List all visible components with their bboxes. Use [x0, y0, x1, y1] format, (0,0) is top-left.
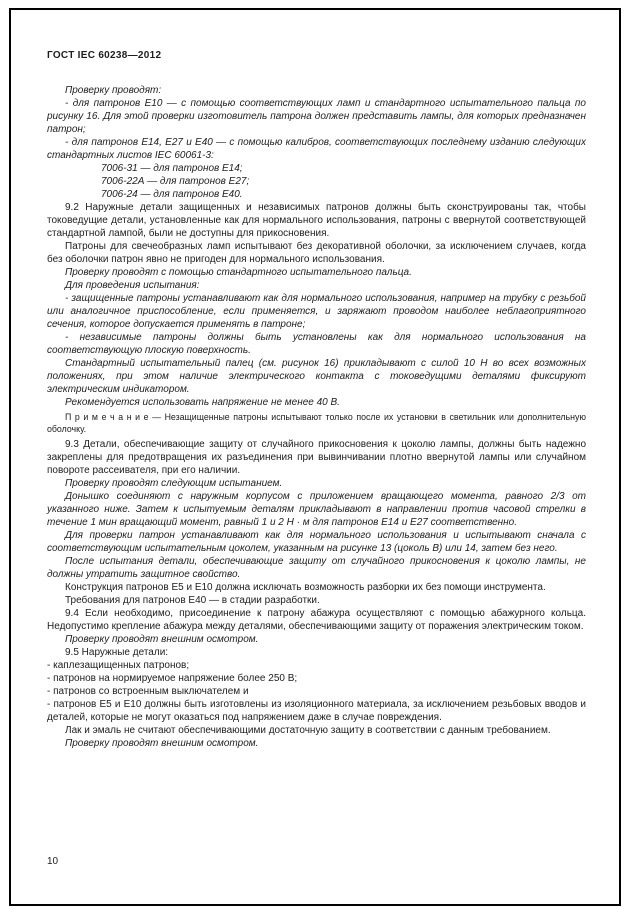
paragraph: 9.4 Если необходимо, присоединение к патрону абажура осуществляют с помощью абажурного кольца. Недопустимо крепление абажура между деталями, обеспечивающими защиту от поражения электрическим током.: [47, 608, 586, 632]
paragraph: - патронов со встроенным выключателем и: [47, 686, 249, 697]
paragraph: 7006-31 — для патронов Е14;: [101, 163, 243, 174]
paragraph: - независимые патроны должны быть установлены как для нормального использования на соответствующую плоскую поверхность.: [47, 332, 586, 356]
paragraph: Конструкция патронов Е5 и Е10 должна исключать возможность разборки их без помощи инструмента.: [65, 582, 546, 593]
paragraph: Донышко соединяют с наружным корпусом с приложением вращающего момента, равного 2/3 от указанного ниже. Затем к испытуемым деталям прикладывают в направлении против часовой стрелки в течение 1 мин вращающий момент, равный 1 и 2 Н · м для патронов Е14 и Е27 соответственно.: [47, 491, 586, 528]
paragraph: Для проверки патрон устанавливают как для нормального использования и испытывают сначала с соответствующим испытательным цоколем, указанным на рисунке 13 (цоколь В) или 14, затем без него.: [47, 530, 586, 554]
paragraph: Проверку проводят:: [65, 85, 162, 96]
paragraph: Рекомендуется использовать напряжение не менее 40 В.: [65, 397, 340, 408]
paragraph: Стандартный испытательный палец (см. рисунок 16) прикладывают с силой 10 Н во всех возможных положениях, при этом наличие электрического контакта с токоведущими деталями фиксируют электрическим индикатором.: [47, 358, 586, 395]
paragraph: Проверку проводят внешним осмотром.: [65, 634, 259, 645]
paragraph: Патроны для свечеобразных ламп испытывают без декоративной оболочки, за исключением случаев, когда без оболочки патрон явно не пригоден для нормального использования.: [47, 241, 586, 265]
paragraph: Лак и эмаль не считают обеспечивающими достаточную защиту в соответствии с данным требованием.: [65, 725, 551, 736]
standard-designation: ГОСТ IEC 60238—2012: [47, 50, 162, 61]
paragraph: 9.5 Наружные детали:: [65, 647, 169, 658]
paragraph: - защищенные патроны устанавливают как для нормального использования, например на трубку с резьбой или аналогичное приспособление, если применяется, и заряжают проводом наиболее неблагоприятного сечения, которое допускается применять в патроне;: [47, 293, 586, 330]
paragraph: - патронов на нормируемое напряжение более 250 В;: [47, 673, 298, 684]
paragraph: - для патронов Е14, Е27 и Е40 — с помощью калибров, соответствующих последнему изданию следующих стандартных листов IEC 60061-3:: [47, 137, 586, 161]
page-content: [47, 50, 586, 873]
paragraph: Требования для патронов Е40 — в стадии разработки.: [65, 595, 320, 606]
paragraph: После испытания детали, обеспечивающие защиту от случайного прикосновения к цоколю лампы, не должны утратить защитное свойство.: [47, 556, 586, 580]
paragraph: 9.3 Детали, обеспечивающие защиту от случайного прикосновения к цоколю лампы, должны быть надежно закреплены для предотвращения их разъединения при вывинчивании плотно ввернутой лампы или случайном повороте рассеивателя, при его наличии.: [47, 439, 586, 476]
paragraph: П р и м е ч а н и е — Незащищенные патроны испытывают только после их установки в светильник или дополнительную оболочку.: [47, 412, 586, 434]
paragraph: Проверку проводят внешним осмотром.: [65, 738, 259, 749]
paragraph: 7006-22А — для патронов Е27;: [101, 176, 250, 187]
paragraph: 9.2 Наружные детали защищенных и независимых патронов должны быть сконструированы так, чтобы токоведущие детали, установленные как для нормального использования, патроны с ввернутой соответствующей стандартной лампой, были не доступны для прикосновения.: [47, 202, 586, 239]
paragraph: - каплезащищенных патронов;: [47, 660, 190, 671]
document-body: [47, 84, 586, 750]
paragraph: - для патронов Е10 — с помощью соответствующих ламп и стандартного испытательного пальца по рисунку 16. Для этой проверки изготовитель патрона должен представить лампы, для которых предназначен патрон;: [47, 98, 586, 135]
paragraph: Проверку проводят следующим испытанием.: [65, 478, 283, 489]
paragraph: Проверку проводят с помощью стандартного испытательного пальца.: [65, 267, 412, 278]
paragraph: - патронов Е5 и Е10 должны быть изготовлены из изоляционного материала, за исключением резьбовых вводов и деталей, которые не могут оказаться под напряжением даже в случае повреждения.: [47, 699, 586, 723]
paragraph: Для проведения испытания:: [65, 280, 200, 291]
paragraph: 7006-24 — для патронов Е40.: [101, 189, 243, 200]
page-number: 10: [47, 856, 59, 867]
